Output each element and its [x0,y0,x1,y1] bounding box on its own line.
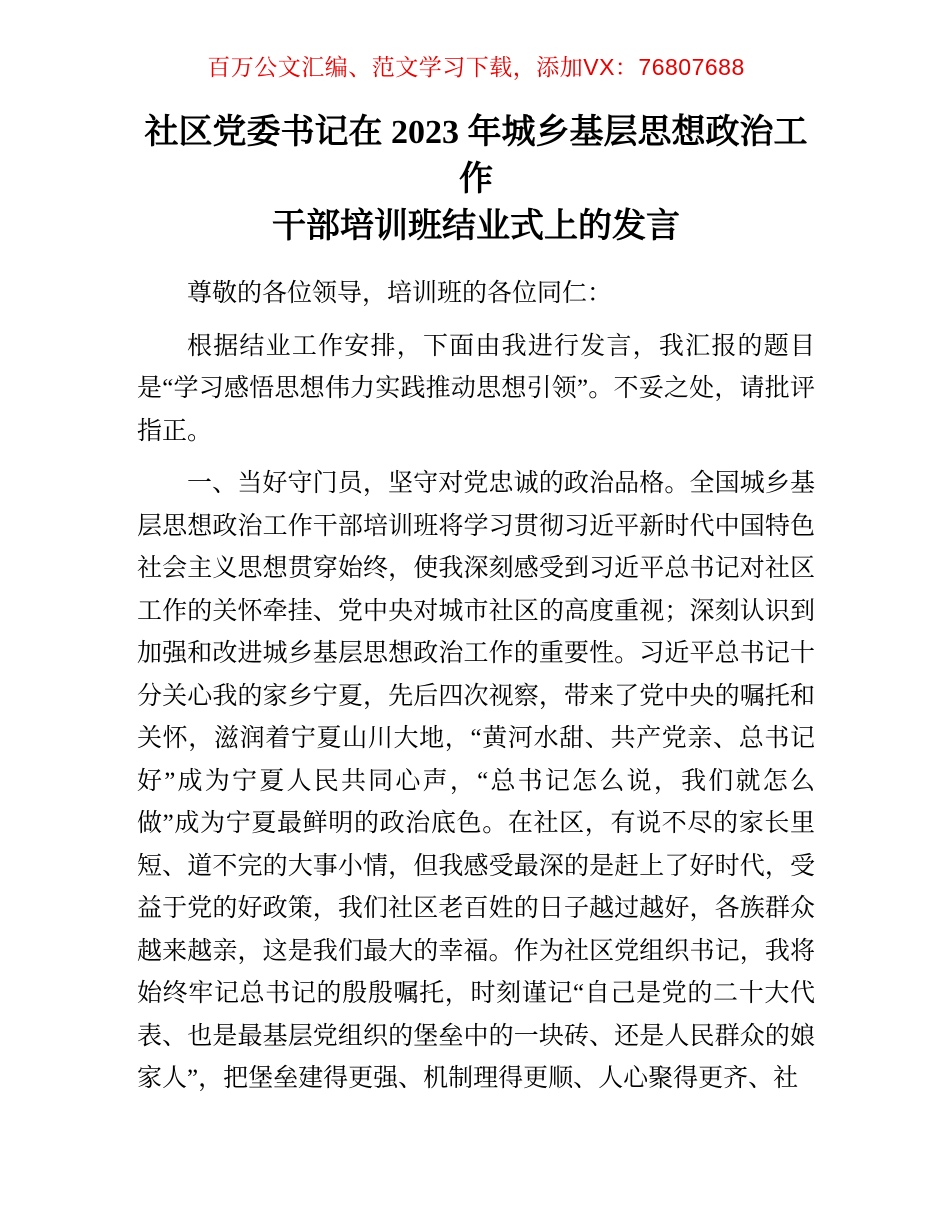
document-title [137,109,815,250]
document-body [137,273,815,1101]
paragraph-section-one: 一、当好守门员，坚守对党忠诚的政治品格。全国城乡基层思想政治工作干部培训班将学习贯彻习近平新时代中国特色社会主义思想贯穿始终，使我深刻感受到习近平总书记对社区工作的关怀牵挂、党中央对城市社区的高度重视；深刻认识到加强和改进城乡基层思想政治工作的重要性。习近平总书记十分关心我的家乡宁夏，先后四次视察，带来了党中央的嘱托和关怀，滋润着宁夏山川大地，“黄河水甜、共产党亲、总书记好”成为宁夏人民共同心声，“总书记怎么说，我们就怎么做”成为宁夏最鲜明的政治底色。在社区，有说不尽的家长里短、道不完的大事小情，但我感受最深的是赶上了好时代，受益于党的好政策，我们社区老百姓的日子越过越好，各族群众越来越亲，这是我们最大的幸福。作为社区党组织书记，我将始终牢记总书记的殷殷嘱托，时刻谨记“自己是党的二十大代表、也是最基层党组织的堡垒中的一块砖、还是人民群众的娘家人”，把堡垒建得更强、机制理得更顺、人心聚得更齐、社 [137,470,815,1092]
document-title-line1: 社区党委书记在 2023 年城乡基层思想政治工作 [144,114,808,198]
promo-notice: 百万公文汇编、范文学习下载，添加VX：76807688 [207,54,745,80]
document-title-line2: 干部培训班结业式上的发言 [272,208,680,245]
paragraph-greeting: 尊敬的各位领导，培训班的各位同仁： [187,280,613,307]
paragraph-intro: 根据结业工作安排，下面由我进行发言，我汇报的题目是“学习感悟思想伟力实践推动思想引领”。不妥之处，请批评指正。 [137,332,815,445]
